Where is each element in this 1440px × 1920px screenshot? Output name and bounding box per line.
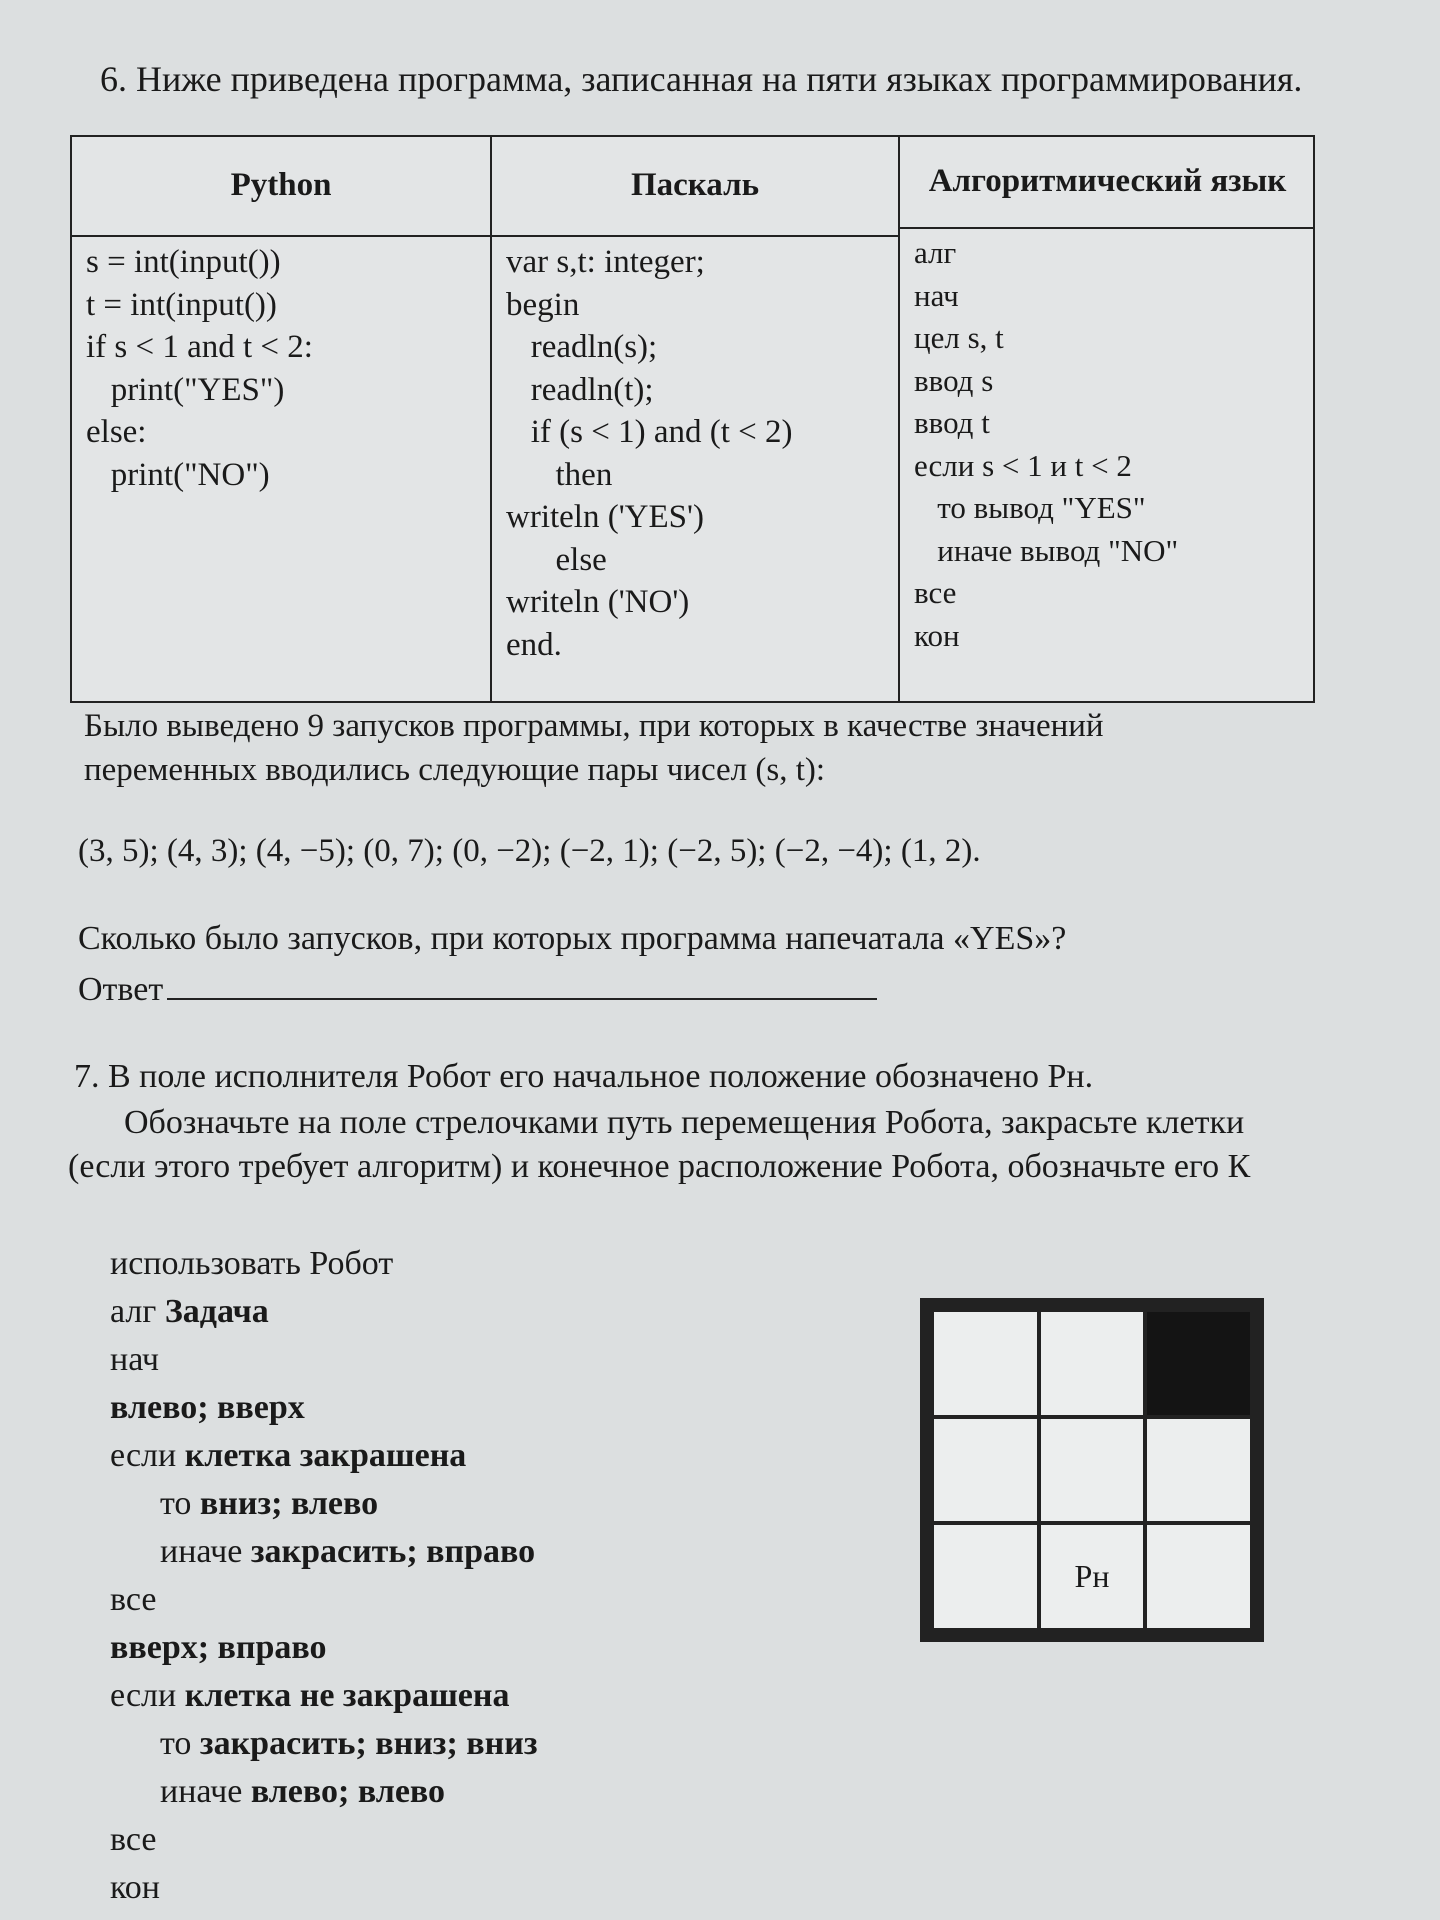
algo-line: нач [110,1341,160,1378]
algo-keyword: иначе [160,1773,251,1810]
algo-line [110,1672,538,1720]
answer-label: Ответ [78,971,164,1008]
algo-command: закрасить; вправо [250,1533,536,1570]
grid-cell[interactable] [932,1417,1039,1524]
grid-cell[interactable] [1039,1523,1146,1630]
algo-command: вниз; влево [199,1485,379,1522]
algo-line: кон [110,1869,160,1906]
question-7-title: 7. В поле исполнителя Робот его начальное положение обозначено Рн. [74,1058,1094,1095]
grid-cell[interactable] [1039,1310,1146,1417]
algo-line [110,1768,538,1816]
answer-row [78,968,877,1009]
grid-cell[interactable] [1039,1417,1146,1524]
python-column [72,137,492,701]
pascal-code: var s,t: integer; begin readln(s); readln(t); if (s < 1) and (t < 2) then writeln ('YES') else writeln ('NO') end. [506,244,793,663]
runs-line-1: Было выведено 9 запусков программы, при которых в качестве значений [84,708,1104,744]
algo-line: вверх; вправо [110,1629,327,1666]
algo-lang-column [900,137,1315,701]
question-6-title: 6. Ниже приведена программа, записанная на пяти языках программирования. [100,59,1303,99]
pascal-header: Паскаль [492,137,898,237]
algo-line [110,1528,538,1576]
algo-keyword: то [160,1485,200,1522]
grid-cell[interactable] [932,1310,1039,1417]
algo-line: влево; вверх [110,1389,305,1426]
robot-field-grid [920,1298,1264,1642]
robot-algorithm [110,1240,538,1912]
python-code: s = int(input()) t = int(input()) if s < 1 and t < 2: print("YES") else: print("NO") [86,244,313,493]
input-pairs: (3, 5); (4, 3); (4, −5); (0, 7); (0, −2); (−2, 1); (−2, 5); (−2, −4); (1, 2). [78,833,981,869]
runs-description [84,704,1104,792]
algo-condition: клетка закрашена [184,1437,467,1474]
question-6-prompt: Сколько было запусков, при которых программа напечатала «YES»? [78,920,1067,957]
algo-lang-header: Алгоритмический язык [900,137,1315,229]
grid-cell-filled[interactable] [1145,1310,1252,1417]
python-header: Python [72,137,490,237]
algo-line [110,1288,538,1336]
grid-cell[interactable] [1145,1523,1252,1630]
robot-start-label: Рн [1074,1558,1110,1595]
algo-keyword: иначе [160,1533,251,1570]
algo-keyword: если [110,1677,185,1714]
grid-cell[interactable] [932,1523,1039,1630]
algo-lang-code: алг нач цел s, t ввод s ввод t если s < 1 и t < 2 то вывод "YES" иначе вывод "NO" все кон [914,235,1179,653]
question-7-instruction-2: (если этого требует алгоритм) и конечное расположение Робота, обозначьте его К [68,1148,1251,1185]
algo-line: использовать Робот [110,1245,394,1282]
algo-keyword: то [160,1725,200,1762]
program-table [70,135,1315,703]
algo-name: Задача [164,1293,269,1330]
algo-line [110,1432,538,1480]
algo-line: все [110,1581,157,1618]
algo-command: закрасить; вниз; вниз [199,1725,538,1762]
runs-line-2: переменных вводились следующие пары чисел (s, t): [84,752,826,788]
grid-cell[interactable] [1145,1417,1252,1524]
algo-condition: клетка не закрашена [184,1677,510,1714]
algo-line [110,1720,538,1768]
algo-keyword: если [110,1437,185,1474]
pascal-column [492,137,900,701]
algo-keyword: алг [110,1293,165,1330]
question-7-instruction-1: Обозначьте на поле стрелочками путь перемещения Робота, закрасьте клетки [124,1104,1245,1141]
algo-line [110,1480,538,1528]
algo-command: влево; влево [250,1773,446,1810]
answer-field[interactable] [167,968,877,1000]
algo-line: все [110,1821,157,1858]
